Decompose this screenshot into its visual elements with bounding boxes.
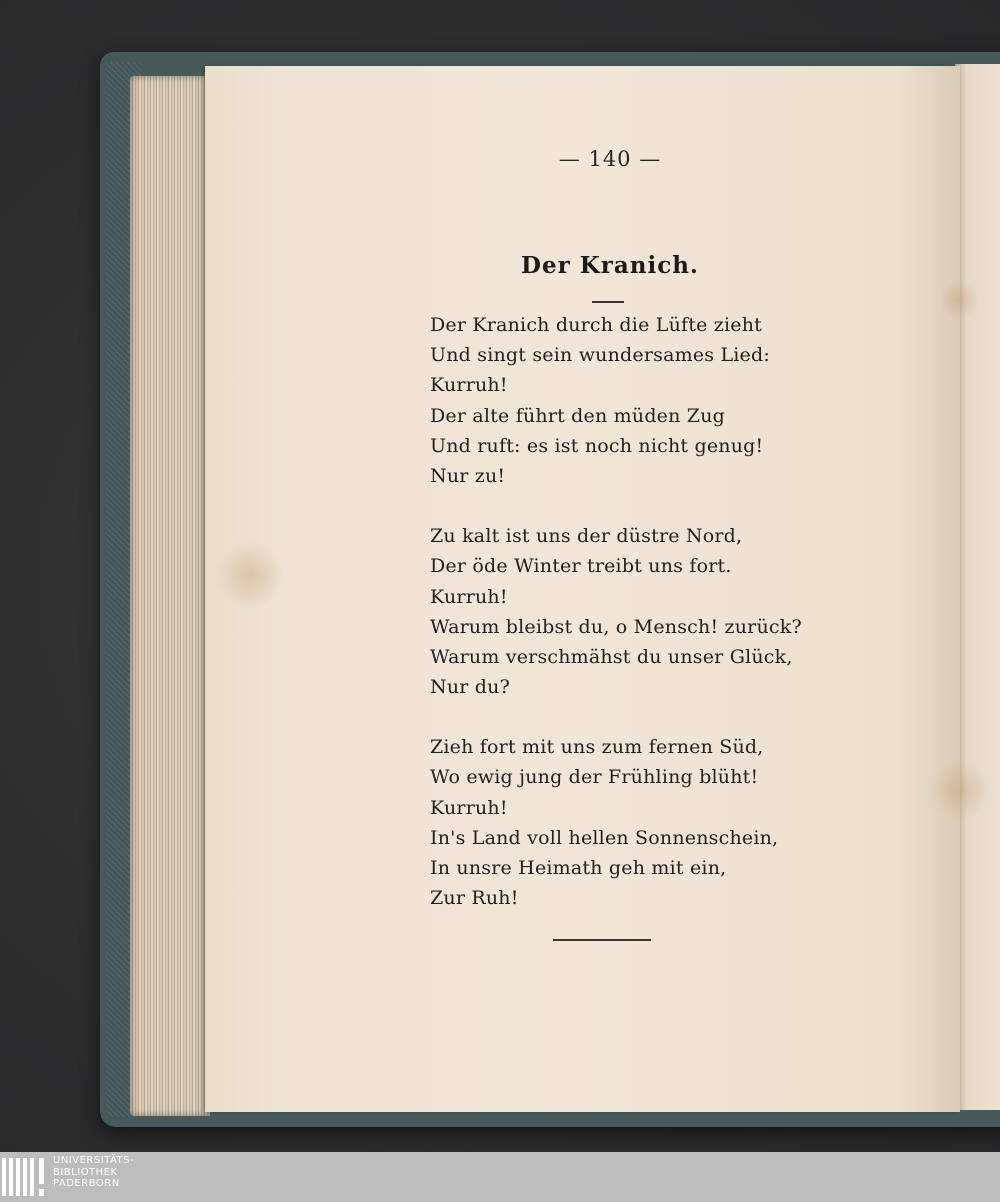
stanza-spacer <box>430 702 850 732</box>
stanza <box>430 521 850 702</box>
page-edges <box>130 76 210 1116</box>
poem-line: Wo ewig jung der Frühling blüht! <box>430 766 759 789</box>
poem-line: Und ruft: es ist noch nicht genug! <box>430 434 764 457</box>
foxing-stain <box>930 760 990 820</box>
foxing-stain <box>215 540 285 610</box>
poem-line: Nur zu! <box>430 464 506 487</box>
poem-line: Zu kalt ist uns der düstre Nord, <box>430 525 743 548</box>
end-divider <box>553 939 651 941</box>
poem-line: Zieh fort mit uns zum fernen Süd, <box>430 736 764 759</box>
stanza <box>430 732 850 913</box>
institution-line: BIBLIOTHEK <box>53 1166 118 1178</box>
poem-line: Kurruh! <box>430 796 508 819</box>
stanza-spacer <box>430 491 850 521</box>
poem-line: Kurruh! <box>430 374 508 397</box>
poem-line: Und singt sein wundersames Lied: <box>430 344 770 367</box>
poem-line: Der öde Winter treibt uns fort. <box>430 555 732 578</box>
poem-line: In's Land voll hellen Sonnenschein, <box>430 826 779 849</box>
poem-line: Nur du? <box>430 676 510 699</box>
poem-title: Der Kranich. <box>521 252 699 279</box>
poem-body <box>430 310 850 913</box>
institution-line: PADERBORN <box>53 1178 120 1189</box>
poem-line: Warum bleibst du, o Mensch! zurück? <box>430 615 802 638</box>
poem-line: Zur Ruh! <box>430 887 519 910</box>
foxing-stain <box>940 280 980 320</box>
facing-page <box>955 64 1000 1110</box>
poem-line: Der Kranich durch die Lüfte zieht <box>430 314 762 336</box>
page-number: — 140 — <box>558 147 662 171</box>
stanza <box>430 310 850 491</box>
title-divider <box>592 301 624 303</box>
poem-line: Der alte führt den müden Zug <box>430 404 726 427</box>
institution-name <box>53 1155 134 1190</box>
institution-line: UNIVERSITÄTS- <box>53 1155 135 1166</box>
poem-line: Warum verschmähst du unser Glück, <box>430 645 793 668</box>
poem-line: Kurruh! <box>430 585 508 608</box>
university-library-logo-icon <box>0 1154 48 1200</box>
poem-line: In unsre Heimath geh mit ein, <box>430 857 727 879</box>
footer-bar <box>0 1152 1000 1202</box>
